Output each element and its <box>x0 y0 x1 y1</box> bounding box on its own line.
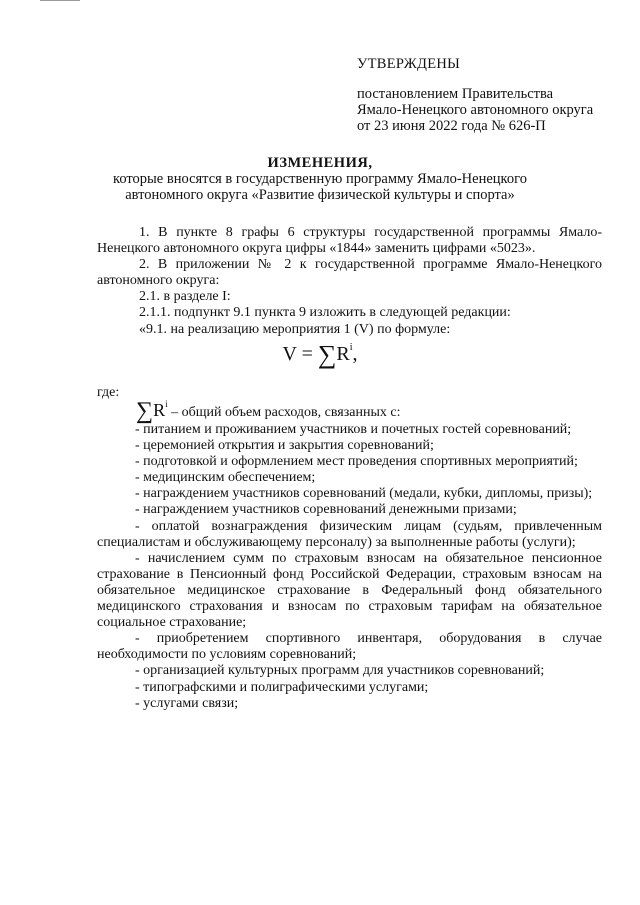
formula-sup: i <box>349 342 353 353</box>
def-sum-sign: ∑ <box>136 398 154 424</box>
def-var: R <box>153 400 166 420</box>
def-text: – общий объем расходов, связанных с: <box>171 405 401 420</box>
list-item: - награждением участников соревнований денежными призами; <box>135 502 517 518</box>
title-sub-1: которые вносятся в государственную программу Ямало-Ненецкого <box>113 171 527 187</box>
formula <box>0 340 640 370</box>
list-item: - питанием и проживанием участников и почетных гостей соревнований; <box>135 422 572 437</box>
list-item: - услугами связи; <box>135 695 239 711</box>
scan-mark <box>40 0 80 1</box>
approval-stamp <box>357 56 593 134</box>
list-item: - награждением участников соревнований (медали, кубки, дипломы, призы); <box>135 486 593 502</box>
paragraph-5: «9.1. на реализацию мероприятия 1 (V) по формуле: <box>139 321 451 337</box>
list-item: - медицинским обеспечением; <box>135 470 316 486</box>
approval-line-1: постановлением Правительства <box>357 86 554 102</box>
list-item: - оплатой вознаграждения физическим лицам (судьям, привлеченным специалистам и обслуживающему персоналу) за выполненные работы (услуги); <box>97 518 602 550</box>
document-title <box>80 155 560 203</box>
list-item: - организацией культурных программ для участников соревнований; <box>135 663 545 679</box>
paragraph-4: 2.1.1. подпункт 9.1 пункта 9 изложить в следующей редакции: <box>139 305 511 321</box>
paragraph-3: 2.1. в разделе I: <box>139 289 231 305</box>
approval-line-3: от 23 июня 2022 года № 626-П <box>357 118 546 134</box>
list-item: - приобретением спортивного инвентаря, оборудования в случае необходимости по условиям соревнований; <box>97 631 602 663</box>
body-text <box>97 225 602 338</box>
formula-lhs: V <box>282 343 297 365</box>
list-item: - церемонией открытия и закрытия соревнований; <box>135 438 434 454</box>
list-item: - начислением сумм по страховым взносам на обязательное пенсионное страхование в Пенсионный фонд Российской Федерации, страховым взносам на обязательное медицинское страхование в Федеральный фонд обязательного медицинского страхования и взносам по страховым тарифам на обязательное социальное страхование; <box>97 550 602 631</box>
where-label: где: <box>97 385 120 400</box>
title-main: ИЗМЕНЕНИЯ, <box>267 155 373 171</box>
formula-tail: , <box>352 343 358 365</box>
paragraph-1: 1. В пункте 8 графы 6 структуры государственной программы Ямало-Ненецкого автономного округа цифры «1844» заменить цифрами «5023». <box>97 225 602 257</box>
expense-list <box>97 422 602 712</box>
approval-line-2: Ямало-Ненецкого автономного округа <box>357 102 594 118</box>
formula-var: R <box>336 343 350 365</box>
list-item: - подготовкой и оформлением мест проведения спортивных мероприятий; <box>135 454 578 470</box>
formula-sum-sign: ∑ <box>317 340 337 369</box>
approval-heading: УТВЕРЖДЕНЫ <box>357 56 461 72</box>
def-sup: i <box>165 399 168 409</box>
list-item: - типографскими и полиграфическими услугами; <box>135 679 429 695</box>
sum-definition <box>136 398 400 425</box>
formula-eq: = <box>301 343 313 365</box>
paragraph-2: 2. В приложении № 2 к государственной программе Ямало-Ненецкого автономного округа: <box>97 257 602 289</box>
title-sub-2: автономного округа «Развитие физической культуры и спорта» <box>125 187 515 203</box>
